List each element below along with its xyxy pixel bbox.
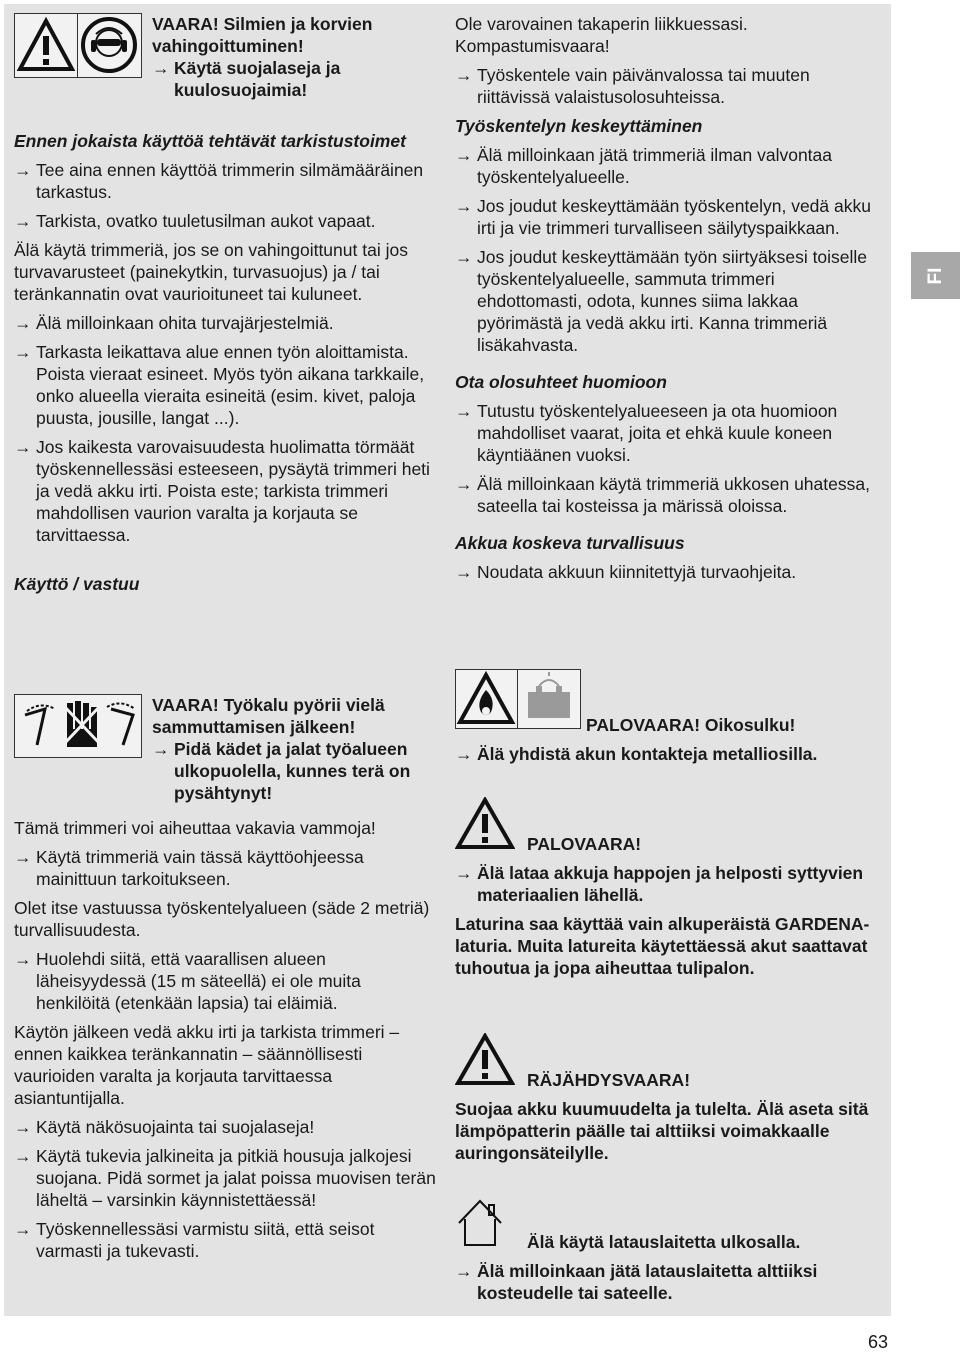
- section-heading-battery: Akkua koskeva turvallisuus: [455, 533, 685, 553]
- list-item: → Jos joudut keskeyttämään työskentelyn, vedä akku irti ja vie trimmeri turvalliseen säilytyspaikkaan.: [455, 195, 883, 239]
- fire-short-title: PALOVAARA! Oikosulku!: [586, 715, 796, 735]
- list-item: → Älä milloinkaan ohita turvajärjestelmiä.: [14, 312, 436, 334]
- list-item: → Jos kaikesta varovaisuudesta huolimatta törmäät työskennellessäsi esteeseen, pysäytä trimmeri heti ja vedä akku irti. Poista este; tarkista trimmeri mahdollisen vaurion varalta ja korjauta se tarvittaessa.: [14, 436, 436, 546]
- rotating-tool-icon-box: [14, 694, 142, 758]
- paragraph: Ole varovainen takaperin liikkuessasi. Kompastumisvaara!: [455, 14, 748, 56]
- fire-short-item: → Älä yhdistä akun kontakteja metalliosilla.: [455, 743, 883, 765]
- paragraph: Käytön jälkeen vedä akku irti ja tarkista trimmeri – ennen kaikkea teränkannatin – säännöllisesti vaurioiden varalta ja korjauta tarvittaessa asiantuntijalla.: [14, 1022, 400, 1108]
- indoor-charging-text: [455, 1231, 883, 1304]
- warning-triangle-icon: [15, 14, 78, 77]
- section-heading-conditions: Ota olosuhteet huomioon: [455, 372, 667, 392]
- list-item: → Tee aina ennen käyttöä trimmerin silmämääräinen tarkastus.: [14, 159, 436, 203]
- eye-ear-warning-title: VAARA! Silmien ja korvien vahingoittuminen!: [152, 14, 373, 56]
- rotating-blade-hand-icon: [15, 695, 141, 757]
- left-column-lower: [14, 817, 436, 1262]
- eye-ear-warning-item: → Käytä suojalaseja ja kuulosuojaimia!: [152, 57, 432, 101]
- list-item: → Huolehdi siitä, että vaarallisen alueen läheisyydessä (15 m säteellä) ei ole muita henkilöitä (etenkään lapsia) tai eläimiä.: [14, 948, 436, 1014]
- list-item: → Noudata akkuun kiinnitettyjä turvaohjeita.: [455, 561, 883, 583]
- list-item: → Työskennellessäsi varmistu siitä, että seisot varmasti ja tukevasti.: [14, 1218, 436, 1262]
- fire-title: PALOVAARA!: [527, 834, 642, 854]
- eye-ear-warning-icon-box: [14, 13, 142, 78]
- list-item: → Jos joudut keskeyttämään työn siirtyäksesi toiselle työskentelyalueelle, sammuta trimmeri ehdottomasti, odota, kunnes siima lakkaa pyörimästä ja vedä akku irti. Kanna trimmeriä lisäkahvasta.: [455, 246, 883, 356]
- fire-short-circuit-text: [455, 714, 883, 765]
- rotating-warning: [152, 694, 432, 804]
- fire-item: → Älä lataa akkuja happojen ja helposti syttyvien materiaalien lähellä.: [455, 862, 883, 906]
- left-top-warning: [152, 13, 432, 101]
- list-item: → Tarkista, ovatko tuuletusilman aukot vapaat.: [14, 210, 436, 232]
- indoor-item: → Älä milloinkaan jätä latauslaitetta alttiiksi kosteudelle tai sateelle.: [455, 1260, 883, 1304]
- list-item: → Tutustu työskentelyalueeseen ja ota huomioon mahdolliset vaarat, joita et ehkä kuule koneen käyntiäänen vuoksi.: [455, 400, 883, 466]
- rotating-warning-title: VAARA! Työkalu pyörii vielä sammuttamisen jälkeen!: [152, 695, 385, 737]
- list-item: → Käytä näkösuojainta tai suojalaseja!: [14, 1116, 436, 1138]
- page-number: 63: [868, 1332, 889, 1352]
- explosion-warning-text: [455, 1069, 883, 1164]
- charger-paragraph: Laturina saa käyttää vain alkuperäistä GARDENA-laturia. Muita latureita käytettäessä akut saattavat tuhoutua ja jopa aiheuttaa tulipalon.: [455, 914, 870, 978]
- language-tab: [911, 252, 960, 299]
- right-column: [455, 13, 883, 583]
- list-item: → Työskentele vain päivänvalossa tai muuten riittävissä valaistusolosuhteissa.: [455, 64, 883, 108]
- left-column: [14, 130, 436, 595]
- fire-warning-text: [455, 833, 883, 979]
- list-item: → Älä milloinkaan jätä trimmeriä ilman valvontaa työskentelyalueelle.: [455, 144, 883, 188]
- paragraph: Älä käytä trimmeriä, jos se on vahingoittunut tai jos turvavarusteet (painekytkin, turvasuojus) ja / tai teränkannatin ovat vaurioituneet tai kuluneet.: [14, 240, 408, 304]
- language-tab-label: FI: [924, 267, 946, 284]
- goggles-earmuffs-icon: [78, 14, 141, 77]
- indoor-title: Älä käytä latauslaitetta ulkosalla.: [527, 1232, 801, 1252]
- paragraph: Olet itse vastuussa työskentelyalueen (säde 2 metriä) turvallisuudesta.: [14, 898, 430, 940]
- explosion-title: RÄJÄHDYSVAARA!: [527, 1070, 691, 1090]
- list-item: → Tarkasta leikattava alue ennen työn aloittamista. Poista vieraat esineet. Myös työn aikana tarkkaile, onko alueella vieraita esineitä (esim. kivet, paloja puusta, jousille, langat ...).: [14, 341, 436, 429]
- section-heading-interrupt: Työskentelyn keskeyttäminen: [455, 116, 703, 136]
- section-heading-checks: Ennen jokaista käyttöä tehtävät tarkistustoimet: [14, 131, 406, 151]
- heat-paragraph: Suojaa akku kuumuudelta ja tulelta. Älä aseta sitä lämpöpatterin päälle tai alttiiksi voimakkaalle auringonsäteilylle.: [455, 1099, 869, 1163]
- list-item: → Käytä tukevia jalkineita ja pitkiä housuja jalkojesi suojana. Pidä sormet ja jalat poissa muovisen terän läheltä – varsinkin käynnistettäessä!: [14, 1145, 436, 1211]
- rotating-warning-item: → Pidä kädet ja jalat työalueen ulkopuolella, kunnes terä on pysähtynyt!: [152, 738, 432, 804]
- section-heading-use: Käyttö / vastuu: [14, 574, 140, 594]
- list-item: → Käytä trimmeriä vain tässä käyttöohjeessa mainittuun tarkoitukseen.: [14, 846, 436, 890]
- list-item: → Älä milloinkaan käytä trimmeriä ukkosen uhatessa, sateella tai kosteissa ja märissä oloissa.: [455, 473, 883, 517]
- paragraph: Tämä trimmeri voi aiheuttaa vakavia vammoja!: [14, 818, 376, 838]
